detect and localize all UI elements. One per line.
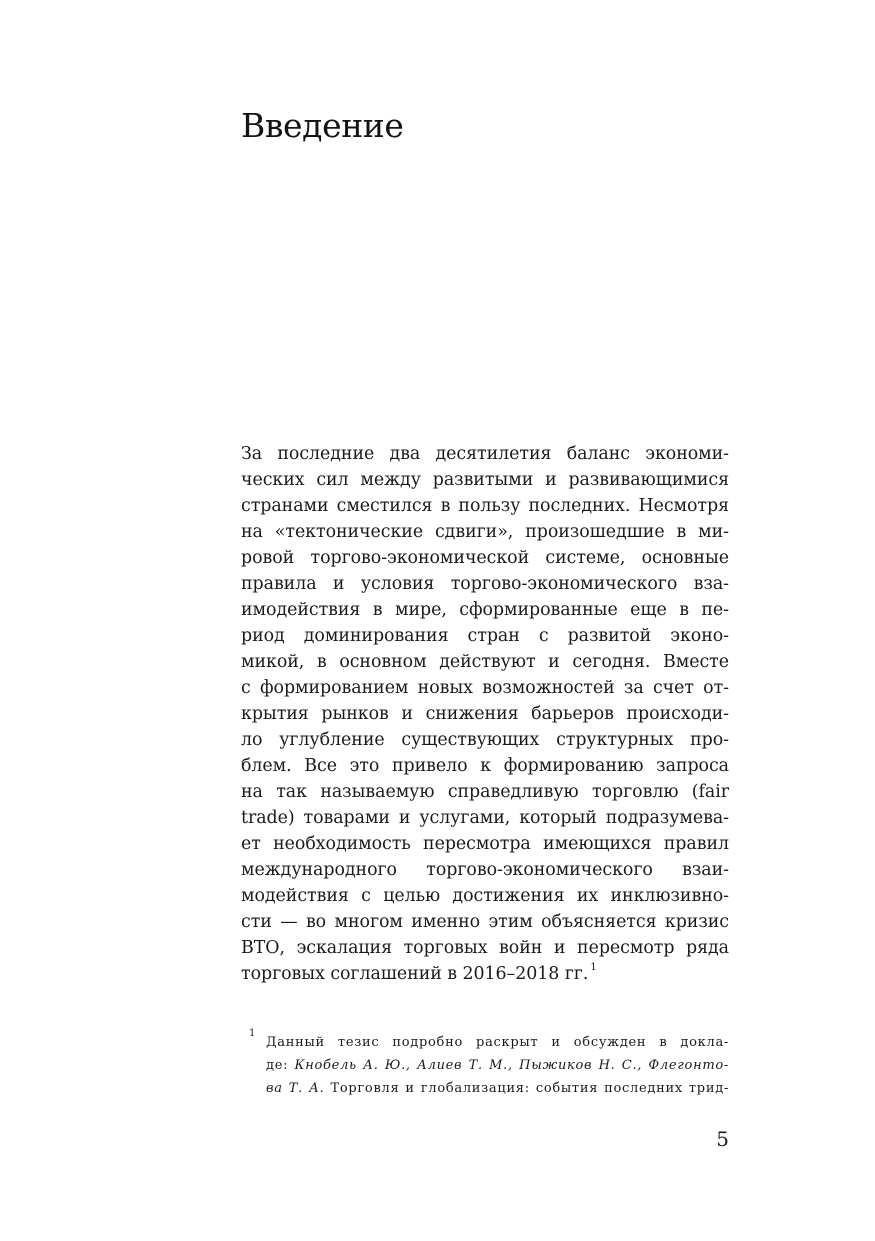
text-line: ет необходимость пересмотра имеющихся правил: [241, 834, 729, 854]
text-line: ческих сил между развитыми и развивающимися: [241, 470, 729, 490]
body-paragraph: [241, 441, 729, 987]
footnote-reference[interactable]: 1: [590, 962, 597, 973]
text-line: микой, в основном действуют и сегодня. Вместе: [241, 652, 729, 672]
text-line-last: [241, 961, 729, 987]
text-line: странами сместился в пользу последних. Несмотря: [241, 496, 729, 516]
page-title: Введение: [241, 106, 404, 145]
text-line: с формированием новых возможностей за счет от-: [241, 678, 729, 698]
footnote-text: де:: [266, 1058, 295, 1073]
text-line: международного торгово-экономического взаи-: [241, 860, 729, 880]
text-line: За последние два десятилетия баланс экономи-: [241, 444, 729, 464]
footnote-authors: Кнобель А. Ю., Алиев Т. М., Пыжиков Н. С., Флегонто-: [294, 1058, 729, 1073]
text-line: ло углубление существующих структурных про-: [241, 730, 729, 750]
text-line: сти — во многом именно этим объясняется кризис: [241, 912, 729, 932]
footnote-mark: 1: [249, 1028, 256, 1039]
footnote-text: Торговля и глобализация: события последних трид-: [324, 1081, 729, 1096]
footnote-line: Данный тезис подробно раскрыт и обсужден в докла-: [266, 1035, 729, 1050]
text-line: ровой торгово-экономической системе, основные: [241, 548, 729, 568]
text-line: правила и условия торгово-экономического вза-: [241, 574, 729, 594]
text-line: имодействия в мире, сформированные еще в пе-: [241, 600, 729, 620]
footnote-authors: ва Т. А.: [266, 1081, 325, 1096]
text-line: на «тектонические сдвиги», произошедшие в ми-: [241, 522, 729, 542]
text-line: trade) товарами и услугами, который подразумева-: [241, 808, 729, 828]
text-line: блем. Все это привело к формированию запроса: [241, 756, 729, 776]
text-line: крытия рынков и снижения барьеров происходи-: [241, 704, 729, 724]
text-line: ВТО, эскалация торговых войн и пересмотр ряда: [241, 938, 729, 958]
footnote: [249, 1028, 729, 1100]
footnote-line: [266, 1077, 729, 1100]
text-line: риод доминирования стран с развитой эконо-: [241, 626, 729, 646]
footnote-body: [266, 1031, 729, 1100]
last-line-text: торговых соглашений в 2016–2018 гг.: [241, 964, 589, 984]
page-number: 5: [716, 1127, 729, 1151]
text-line: модействия с целью достижения их инклюзивно-: [241, 886, 729, 906]
footnote-line: [266, 1054, 729, 1077]
text-line: на так называемую справедливую торговлю (fair: [241, 782, 729, 802]
